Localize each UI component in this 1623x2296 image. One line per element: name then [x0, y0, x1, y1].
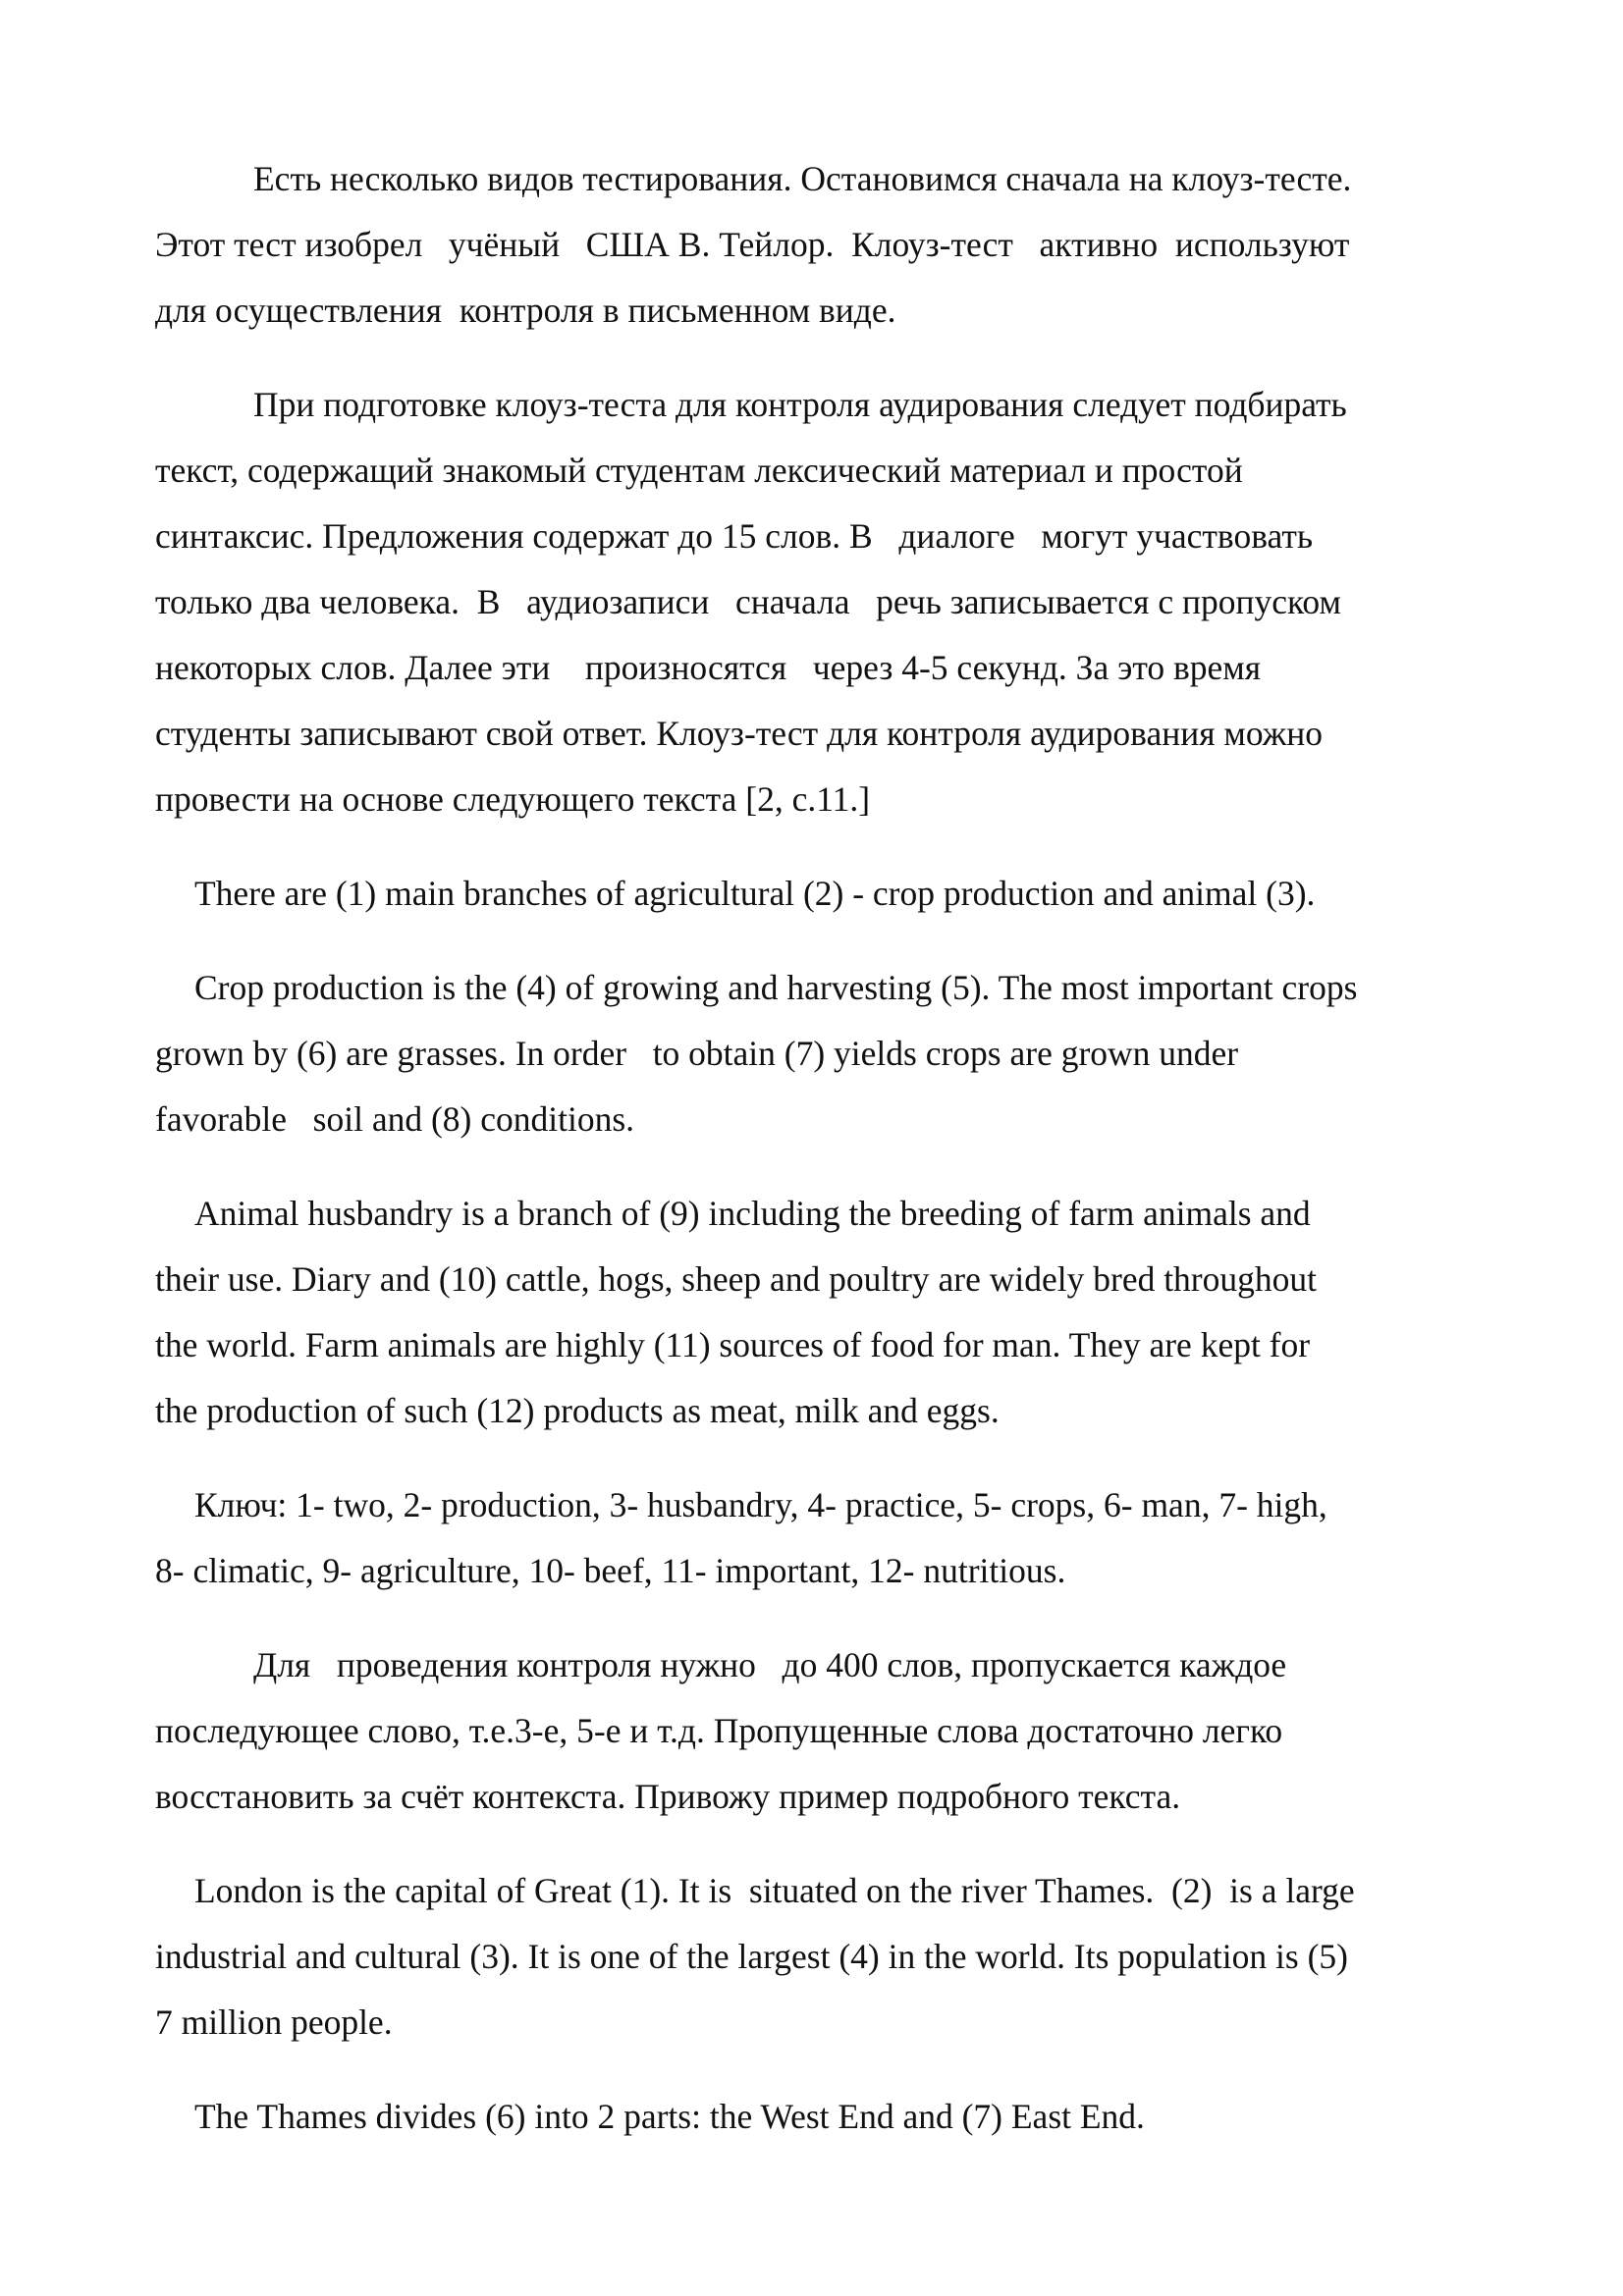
- text-line: Для проведения контроля нужно до 400 слов, пропускается каждое: [253, 1645, 1287, 1684]
- text-line: Crop production is the (4) of growing and harvesting (5). The most important crops: [194, 968, 1358, 1007]
- text-line: текст, содержащий знакомый студентам лексический материал и простой: [155, 451, 1243, 490]
- text-line: favorable soil and (8) conditions.: [155, 1099, 635, 1139]
- text-line: the world. Farm animals are highly (11) sources of food for man. They are kept for: [155, 1325, 1311, 1364]
- text-line: 8- climatic, 9- agriculture, 10- beef, 11- important, 12- nutritious.: [155, 1551, 1066, 1590]
- text-line: 7 million people.: [155, 2002, 393, 2042]
- text-line: Animal husbandry is a branch of (9) including the breeding of farm animals and: [194, 1194, 1311, 1233]
- text-line: Этот тест изобрел учёный США В. Тейлор. Клоуз-тест активно используют: [155, 225, 1350, 264]
- text-line: некоторых слов. Далее эти произносятся через 4-5 секунд. За это время: [155, 648, 1262, 687]
- text-line: London is the capital of Great (1). It is situated on the river Thames. (2) is a large: [194, 1871, 1355, 1910]
- text-line: Ключ: 1- two, 2- production, 3- husbandry, 4- practice, 5- crops, 6- man, 7- high,: [194, 1485, 1327, 1524]
- text-line: для осуществления контроля в письменном виде.: [155, 291, 896, 330]
- text-line: There are (1) main branches of agricultural (2) - crop production and animal (3).: [194, 874, 1316, 913]
- text-line: студенты записывают свой ответ. Клоуз-тест для контроля аудирования можно: [155, 714, 1324, 753]
- text-line: The Thames divides (6) into 2 parts: the West End and (7) East End.: [194, 2097, 1145, 2136]
- text-line: синтаксис. Предложения содержат до 15 слов. В диалоге могут участвовать: [155, 516, 1314, 556]
- text-line: последующее слово, т.е.3-е, 5-е и т.д. Пропущенные слова достаточно легко: [155, 1711, 1283, 1750]
- text-line: grown by (6) are grasses. In order to obtain (7) yields crops are grown under: [155, 1034, 1239, 1073]
- text-line: провести на основе следующего текста [2, с.11.]: [155, 779, 871, 819]
- text-line: Есть несколько видов тестирования. Остановимся сначала на клоуз-тесте.: [253, 159, 1352, 198]
- text-line: the production of such (12) products as meat, milk and eggs.: [155, 1391, 1000, 1430]
- text-line: При подготовке клоуз-теста для контроля аудирования следует подбирать: [253, 385, 1347, 424]
- text-line: восстановить за счёт контекста. Привожу пример подробного текста.: [155, 1777, 1181, 1816]
- text-line: только два человека. В аудиозаписи сначала речь записывается с пропуском: [155, 582, 1341, 621]
- text-line: their use. Diary and (10) cattle, hogs, sheep and poultry are widely bred throughout: [155, 1259, 1317, 1299]
- text-line: industrial and cultural (3). It is one of the largest (4) in the world. Its population is (5): [155, 1937, 1348, 1976]
